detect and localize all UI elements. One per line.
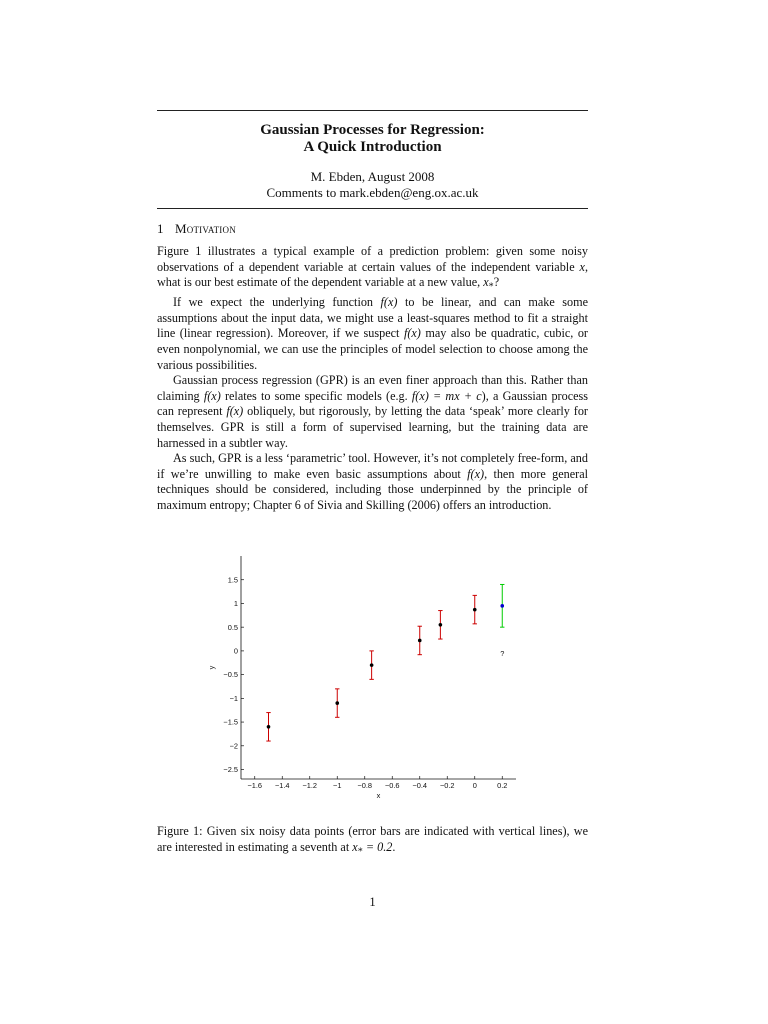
x-tick-label: 0	[472, 781, 477, 790]
caption-text: Figure 1: Given six noisy data points (error bars are indicated with vertical lines), we are interested in estimating a seventh at	[157, 824, 588, 854]
paper-title-line-1: Gaussian Processes for Regression:	[260, 122, 485, 138]
y-tick-label: −0.5	[223, 670, 238, 680]
caption-math-value: = 0.2	[362, 840, 393, 854]
math-x-star: x	[483, 275, 489, 290]
x-axis-label: x	[376, 791, 381, 800]
x-tick-label: −0.4	[412, 781, 428, 790]
section-number: 1	[157, 221, 164, 236]
paragraph-3-text-d: obliquely, but rigorously, by letting the data ‘speak’ more clearly for themselves. GPR is still a form of supervised learning, but the training data are harnessed in a subtler way.	[157, 404, 588, 450]
page-number: 1	[369, 895, 376, 909]
x-tick-label: −0.6	[384, 781, 400, 790]
math-linear-model: f(x) = mx + c	[411, 388, 482, 403]
paragraph-3-text-c: ), a Gaussian process can represent	[157, 388, 589, 419]
data-point	[473, 608, 477, 612]
prediction-point	[500, 604, 504, 608]
x-tick-label: 0.2	[497, 781, 508, 790]
title-block	[157, 120, 588, 201]
y-tick-label: −1.5	[223, 717, 238, 727]
top-rule	[157, 110, 588, 111]
y-tick-label: 0	[233, 646, 238, 656]
paragraph-4-text-a: As such, GPR is a less ‘parametric’ tool. However, it’s not completely free-form, and if we’re unwilling to make even basic assumptions about	[157, 451, 588, 481]
data-point	[418, 639, 422, 643]
y-tick-label: −2.5	[223, 765, 238, 775]
math-fx: f(x)	[467, 466, 485, 481]
math-x: x	[579, 259, 585, 274]
x-tick-label: −1.2	[302, 781, 318, 790]
x-tick-label: −0.8	[357, 781, 373, 790]
paragraph-3-text-b: relates to some specific models (e.g.	[220, 388, 412, 403]
paragraph-2-text-a: If we expect the underlying function	[173, 295, 381, 310]
paragraph-4	[157, 451, 588, 513]
data-point	[370, 663, 374, 667]
data-point	[439, 623, 443, 627]
body-text	[157, 244, 588, 514]
x-tick-label: −0.2	[439, 781, 455, 790]
caption-end: .	[392, 840, 396, 854]
chart-axes	[241, 556, 516, 779]
paragraph-3	[157, 373, 588, 451]
bottom-rule	[157, 208, 588, 209]
y-tick-label: −1	[229, 693, 238, 703]
y-axis-label: y	[207, 665, 216, 670]
y-tick-label: −2	[229, 741, 238, 751]
section-heading	[157, 221, 236, 237]
paragraph-2-text-b: to be linear, and can make some assumptions about the input data, we might use a least-squares method to fit a straight line (linear regression). Moreover, if we suspect	[157, 295, 588, 341]
x-tick-label: −1	[333, 781, 342, 790]
data-point	[267, 725, 271, 729]
math-fx: f(x)	[403, 326, 421, 341]
paragraph-2	[157, 295, 588, 373]
data-point	[335, 701, 339, 705]
caption-math-x: x	[352, 840, 358, 854]
math-fx: f(x)	[203, 388, 221, 403]
paragraph-3-text-a: Gaussian process regression (GPR) is an even finer approach than this. Rather than claiming	[157, 373, 588, 403]
paragraph-1-text-a: Figure 1 illustrates a typical example of a prediction problem: given some noisy observations of a dependent variable at certain values of the independent variable	[157, 244, 588, 274]
comments-line: Comments to mark.ebden@eng.ox.ac.uk	[266, 185, 479, 200]
paragraph-4-text-b: , then more general techniques should be considered, including those underpinned by the principle of maximum entropy; Chapter 6 of Sivia and Skilling (2006) offers an introduction.	[157, 466, 589, 512]
author-line: M. Ebden, August 2008	[310, 169, 435, 184]
y-tick-label: 0.5	[227, 622, 238, 632]
question-mark-annotation: ?	[500, 648, 505, 658]
paragraph-1	[157, 244, 588, 295]
math-star-subscript: *	[488, 281, 494, 293]
y-tick-label: 1.5	[227, 575, 238, 585]
caption-math-star: *	[357, 846, 363, 858]
figure-1-chart	[190, 548, 530, 810]
y-tick-label: 1	[233, 599, 238, 609]
paragraph-2-text-c: may also be quadratic, cubic, or even nonpolynomial, we can use the principles of model selection to choose among the various possibilities.	[157, 326, 588, 372]
math-fx: f(x)	[226, 404, 244, 419]
paragraph-1-text-c: ?	[493, 275, 500, 290]
math-fx: f(x)	[380, 295, 398, 310]
figure-caption	[157, 823, 588, 860]
paragraph-1-text-b: , what is our best estimate of the dependent variable at a new value,	[157, 259, 588, 290]
x-tick-label: −1.4	[274, 781, 290, 790]
paper-title-line-2: A Quick Introduction	[303, 139, 442, 155]
x-tick-label: −1.6	[247, 781, 263, 790]
x-axis-ticks	[247, 776, 507, 790]
chart-marks	[266, 584, 504, 741]
section-title: Motivation	[175, 221, 236, 236]
